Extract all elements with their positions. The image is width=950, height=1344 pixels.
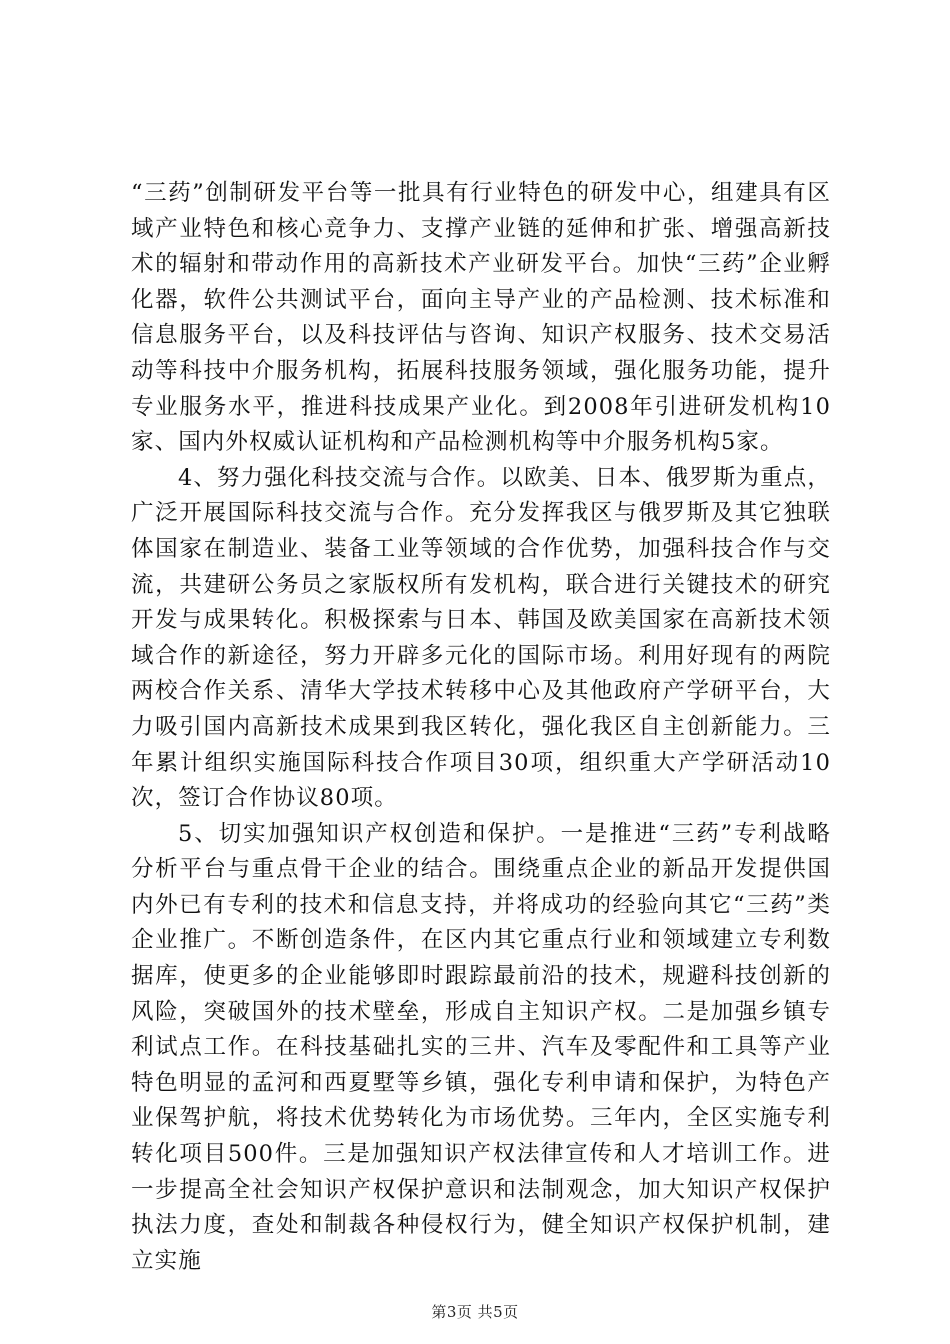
page-number-footer: 第3页 共5页: [431, 1303, 519, 1321]
document-body: [131, 176, 831, 1279]
paragraph-3: 5、切实加强知识产权创造和保护。一是推进“三药”专利战略分析平台与重点骨干企业的结合。围绕重点企业的新品开发提供国内外已有专利的技术和信息支持，并将成功的经验向其它“三药”类企业推广。不断创造条件，在区内其它重点行业和领域建立专利数据库，使更多的企业能够即时跟踪最前沿的技术，规避科技创新的风险，突破国外的技术壁垒，形成自主知识产权。二是加强乡镇专利试点工作。在科技基础扎实的三井、汽车及零配件和工具等产业特色明显的孟河和西夏墅等乡镇，强化专利申请和保护，为特色产业保驾护航，将技术优势转化为市场优势。三年内，全区实施专利转化项目500件。三是加强知识产权法律宣传和人才培训工作。进一步提高全社会知识产权保护意识和法制观念，加大知识产权保护执法力度，查处和制裁各种侵权行为，健全知识产权保护机制，建立实施: [131, 820, 831, 1274]
paragraph-1: “三药”创制研发平台等一批具有行业特色的研发中心，组建具有区域产业特色和核心竞争力、支撑产业链的延伸和扩张、增强高新技术的辐射和带动作用的高新技术产业研发平台。加快“三药”企业孵化器，软件公共测试平台，面向主导产业的产品检测、技术标准和信息服务平台，以及科技评估与咨询、知识产权服务、技术交易活动等科技中介服务机构，拓展科技服务领域，强化服务功能，提升专业服务水平，推进科技成果产业化。到2008年引进研发机构10家、国内外权威认证机构和产品检测机构等中介服务机构5家。: [131, 180, 831, 456]
paragraph-2: 4、努力强化科技交流与合作。以欧美、日本、俄罗斯为重点，广泛开展国际科技交流与合作。充分发挥我区与俄罗斯及其它独联体国家在制造业、装备工业等领域的合作优势，加强科技合作与交流，共建研公务员之家版权所有发机构，联合进行关键技术的研究开发与成果转化。积极探索与日本、韩国及欧美国家在高新技术领域合作的新途径，努力开辟多元化的国际市场。利用好现有的两院两校合作关系、清华大学技术转移中心及其他政府产学研平台，大力吸引国内高新技术成果到我区转化，强化我区自主创新能力。三年累计组织实施国际科技合作项目30项，组织重大产学研活动10次，签订合作协议80项。: [131, 464, 831, 812]
